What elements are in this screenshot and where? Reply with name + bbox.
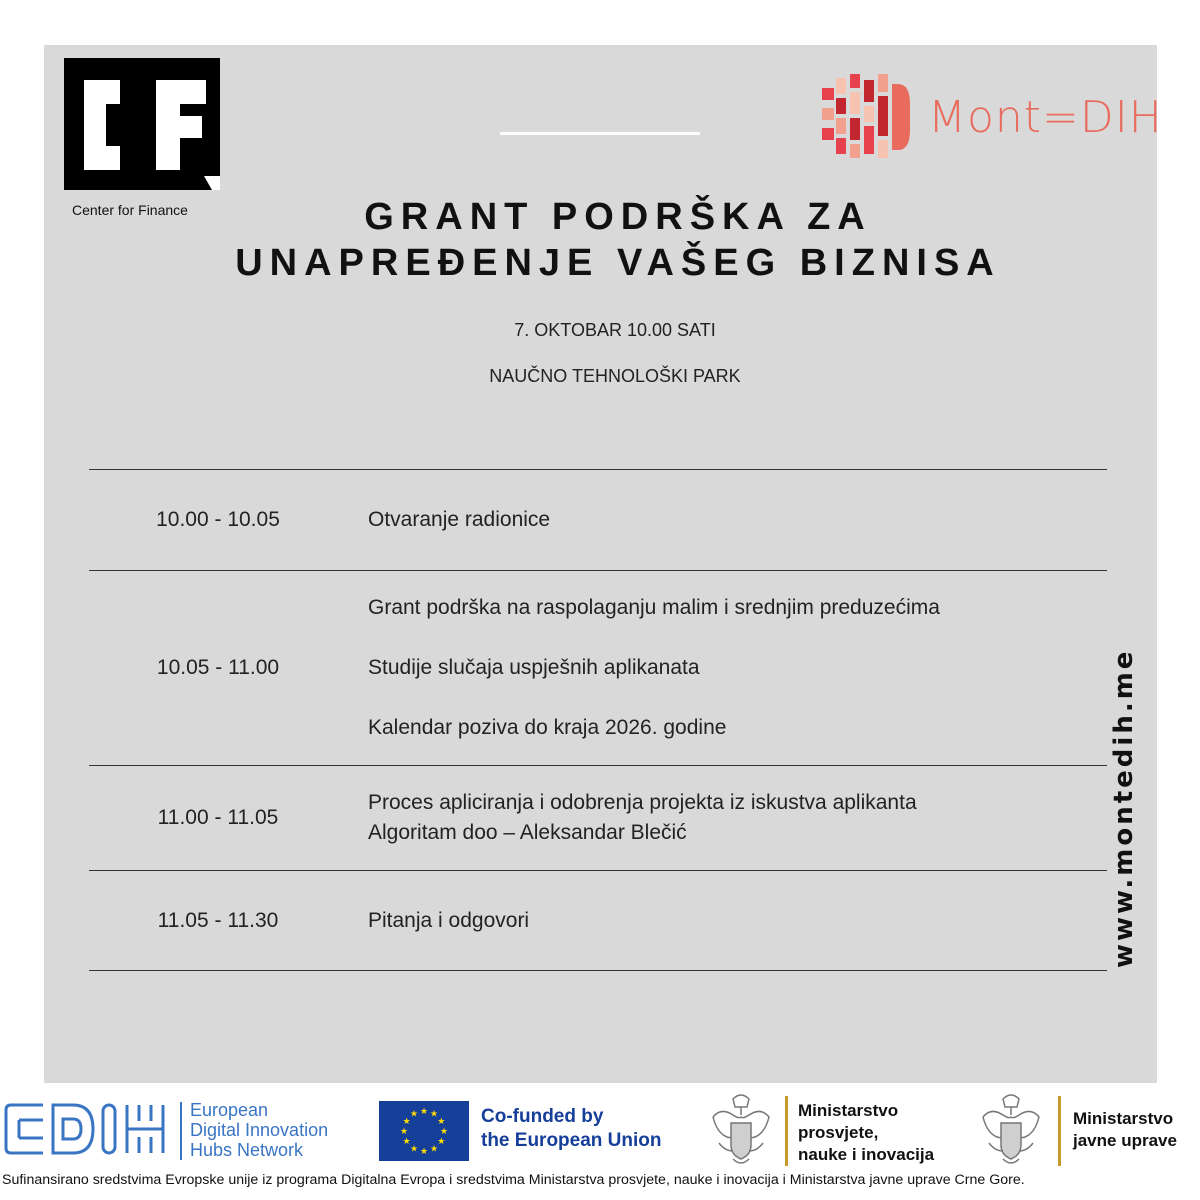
svg-text:★: ★ [429,1144,439,1155]
agenda-item: Otvaranje radionice [368,508,551,531]
agenda-rule [89,765,1107,766]
eu-flag-icon [379,1101,469,1161]
cf-logo-subtitle: Center for Finance [72,202,188,218]
agenda-time: 11.05 - 11.30 [157,909,279,932]
montedih-logo-mark [822,74,910,160]
cf-logo [64,58,220,190]
agenda-item: Grant podrška na raspolaganju malim i srednjim preduzećima [368,596,940,619]
ministry-divider [785,1096,788,1166]
ministry-education-text [798,1100,934,1166]
agenda-rule [89,570,1107,571]
funding-footnote: Sufinansirano sredstvima Evropske unije iz programa Digitalna Evropa i sredstvima Ministarstva prosvjete, nauke i inovacija i Ministarstva javne uprave Crne Gore. [2,1172,1025,1188]
ministry-text-line: Ministarstvo [1073,1109,1174,1128]
montenegro-coat-of-arms-icon [705,1093,777,1169]
edih-logo-text [190,1100,328,1160]
edih-logo-mark [3,1101,173,1157]
top-decorative-rule [500,132,700,135]
agenda-time: 10.05 - 11.00 [156,656,280,679]
event-place: NAUČNO TEHNOLOŠKI PARK [489,366,741,386]
agenda-rule [89,970,1107,971]
agenda-item: Pitanja i odgovori [368,909,530,932]
edih-text-line: European [190,1100,269,1120]
svg-text:★: ★ [409,1144,419,1155]
svg-text:★: ★ [439,1127,449,1137]
agenda-item: Proces apliciranja i odobrenja projekta iz iskustva aplikanta [368,791,917,814]
edih-text-line: Digital Innovation [190,1120,329,1140]
eu-text-line: the European Union [481,1130,662,1151]
svg-text:★: ★ [419,1147,429,1157]
ministry-text-line: Ministarstvo [798,1101,899,1120]
montedih-logo-wordmark [928,92,1163,143]
agenda-rule [89,870,1107,871]
eu-text-line: Co-funded by [481,1106,604,1127]
edih-divider [180,1102,182,1160]
agenda-time: 10.00 - 10.05 [156,508,280,531]
agenda-time: 11.00 - 11.05 [157,806,279,829]
svg-text:★: ★ [402,1117,411,1127]
edih-text-line: Hubs Network [190,1140,304,1160]
svg-text:★: ★ [429,1109,439,1120]
svg-text:★: ★ [419,1107,429,1117]
montedih-equals-glyph: = [1042,92,1080,143]
svg-text:★: ★ [399,1127,409,1137]
eu-cofunded-text [481,1105,662,1153]
agenda-item: Kalendar poziva do kraja 2026. godine [368,716,727,739]
svg-text:★: ★ [409,1109,419,1120]
svg-text:★: ★ [437,1117,446,1127]
montenegro-coat-of-arms-icon [975,1093,1047,1169]
ministry-divider [1058,1096,1061,1166]
ministry-public-admin-text [1073,1108,1177,1152]
ministry-text-line: nauke i inovacija [798,1145,935,1164]
ministry-text-line: javne uprave [1073,1131,1177,1150]
montedih-word-right: DIH [1079,92,1163,143]
website-url[interactable]: www.montedih.me [1109,648,1139,968]
event-date: 7. OKTOBAR 10.00 SATI [514,320,716,340]
event-title-line-2: UNAPREĐENJE VAŠEG BIZNISA [235,242,1001,284]
event-title-line-1: GRANT PODRŠKA ZA [364,196,872,238]
svg-text:★: ★ [437,1137,446,1147]
montedih-word-left: Mont [928,92,1043,143]
ministry-text-line: prosvjete, [798,1123,879,1142]
agenda-item: Algoritam doo – Aleksandar Blečić [368,821,687,844]
svg-text:★: ★ [402,1137,411,1147]
agenda-item: Studije slučaja uspješnih aplikanata [368,656,700,679]
agenda-rule [89,469,1107,470]
